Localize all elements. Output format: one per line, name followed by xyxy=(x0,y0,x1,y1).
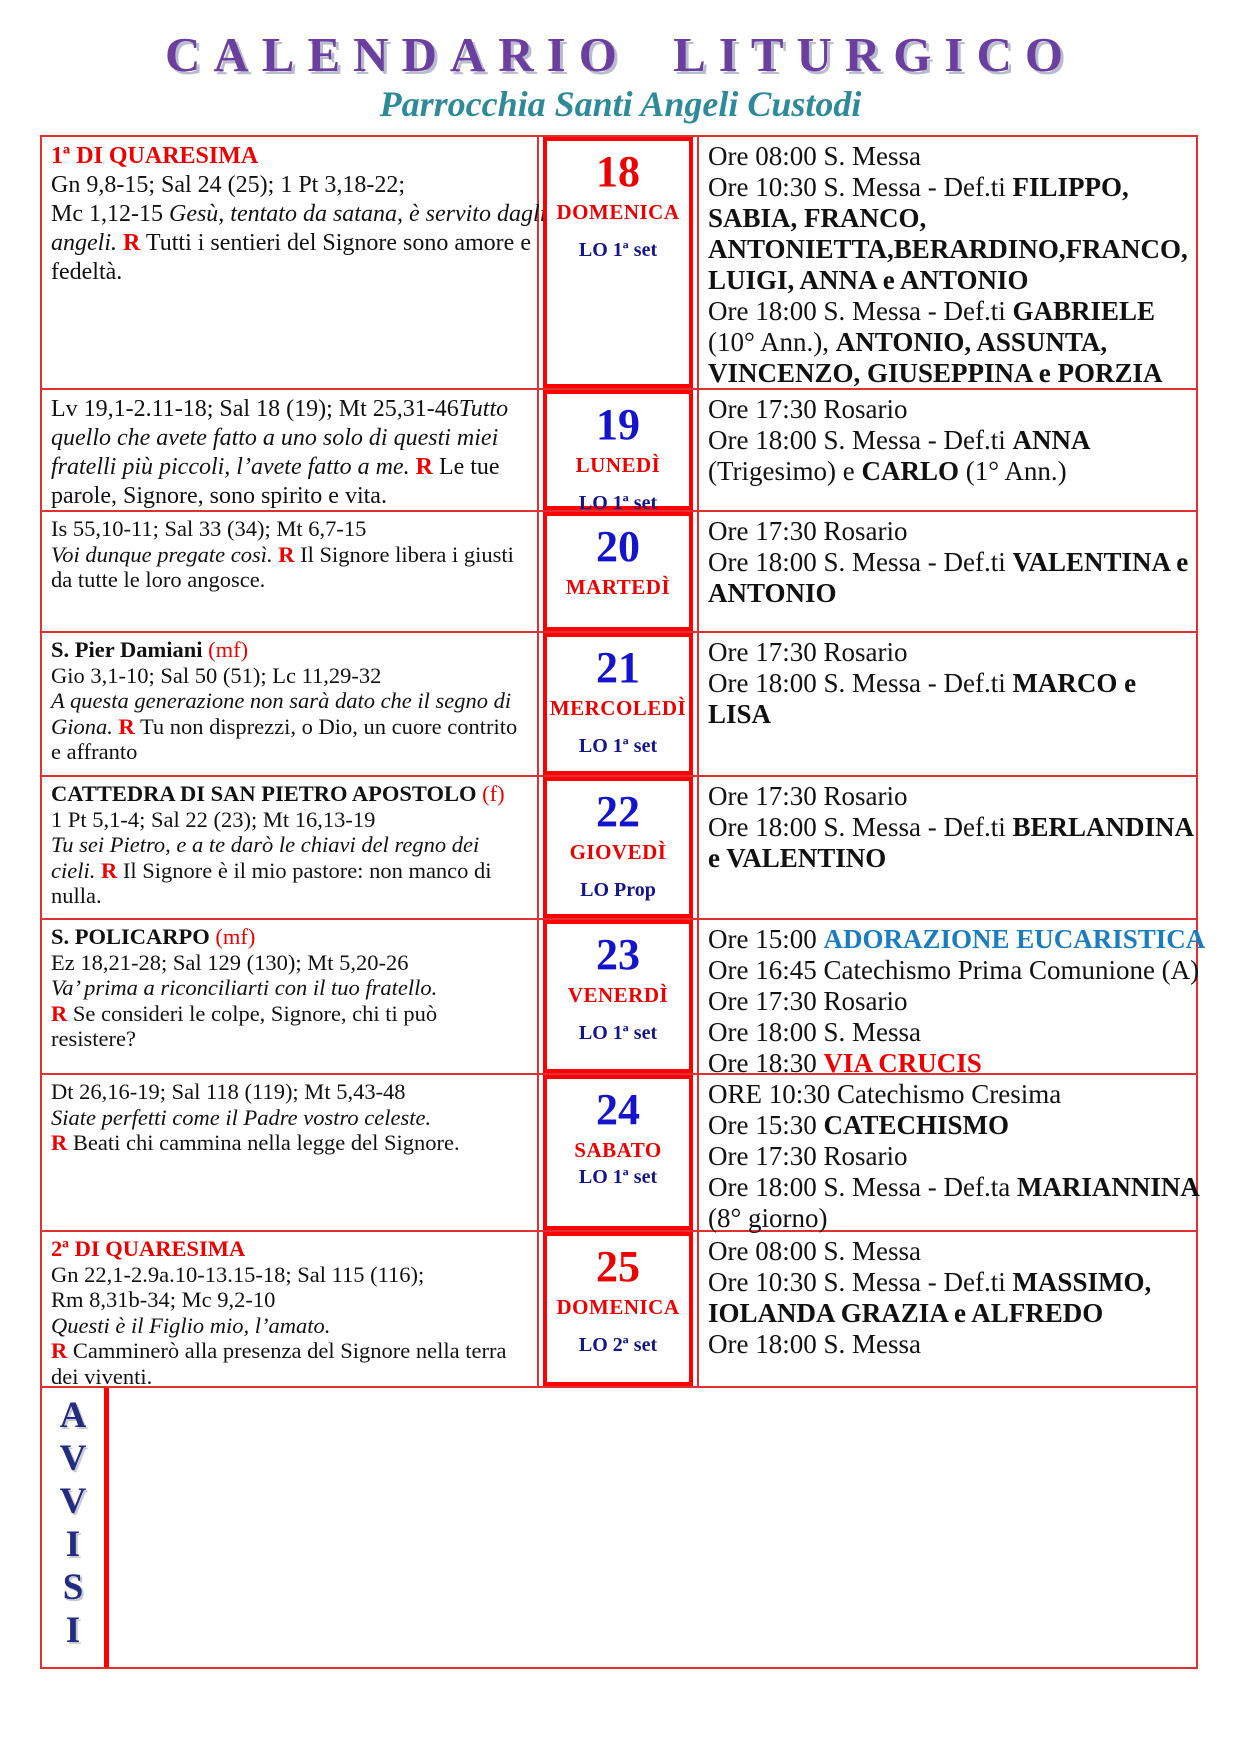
text-segment: fratelli più piccoli, l’avete fatto a me. xyxy=(51,454,410,480)
reading-line xyxy=(51,950,535,976)
event-line xyxy=(708,1298,1192,1329)
text-segment: Se consideri le colpe, Signore, chi ti può xyxy=(67,1000,438,1026)
event-line xyxy=(708,781,1194,812)
day-number: 21 xyxy=(596,643,640,692)
text-segment: LUIGI, ANNA e ANTONIO xyxy=(708,265,1029,295)
text-segment: Ore 17:30 Rosario xyxy=(708,1141,908,1171)
text-segment: Beati chi cammina nella legge del Signore. xyxy=(67,1130,460,1155)
header xyxy=(0,26,1241,125)
reading-line xyxy=(51,142,535,171)
text-segment: Rm 8,31b-34; Mc 9,2-10 xyxy=(51,1287,276,1312)
page-subtitle: Parrocchia Santi Angeli Custodi xyxy=(379,84,862,124)
text-segment: Camminerò alla presenza del Signore nella terra xyxy=(67,1338,507,1363)
text-segment: Ore 10:30 S. Messa - Def.ti xyxy=(708,1267,1013,1297)
reading-line xyxy=(51,663,535,689)
table-row xyxy=(42,633,1196,777)
event-line xyxy=(708,812,1194,843)
text-segment: fedeltà. xyxy=(51,259,123,285)
text-segment: Giona. xyxy=(51,713,113,739)
text-segment: SABIA, FRANCO, xyxy=(708,203,927,233)
text-segment: R xyxy=(100,857,118,883)
event-line xyxy=(708,986,1205,1017)
day-name: MERCOLEDÌ xyxy=(549,696,687,721)
text-segment: R xyxy=(51,1338,68,1363)
reading-line xyxy=(51,424,535,453)
text-segment: MARIANNINA xyxy=(1016,1172,1200,1202)
day-name: LUNEDÌ xyxy=(575,453,661,478)
event-line xyxy=(708,924,1205,955)
day-box xyxy=(543,777,693,918)
day-box xyxy=(543,1232,693,1386)
day-name: MARTEDÌ xyxy=(565,575,671,600)
reading-line xyxy=(51,1338,535,1364)
text-segment: Is 55,10-11; Sal 33 (34); Mt 6,7-15 xyxy=(51,516,367,541)
text-segment: R xyxy=(118,713,135,739)
text-segment: Tutti i sentieri del Signore sono amore e xyxy=(140,230,531,256)
text-segment: Tu non disprezzi, o Dio, un cuore contrito xyxy=(134,713,518,739)
reading-line xyxy=(51,688,535,714)
reading-line xyxy=(51,924,535,950)
text-segment: 1ª DI QUARESIMA xyxy=(51,143,259,169)
text-segment: CATTEDRA DI SAN PIETRO APOSTOLO xyxy=(51,781,483,806)
avvisi-content xyxy=(109,1388,1196,1667)
reading-cell xyxy=(42,777,539,918)
reading-line xyxy=(51,637,535,663)
reading-line xyxy=(51,832,535,858)
reading-line xyxy=(51,1105,535,1131)
reading-line xyxy=(51,258,535,287)
day-number: 22 xyxy=(596,787,640,836)
text-segment: angeli. xyxy=(51,230,117,256)
day-number: 23 xyxy=(596,930,640,979)
reading-line xyxy=(51,739,535,765)
text-segment: Ore 08:00 S. Messa xyxy=(708,141,921,171)
events-cell xyxy=(697,1075,1204,1233)
reading-line xyxy=(51,858,535,884)
text-segment: Gn 22,1-2.9a.10-13.15-18; Sal 115 (116); xyxy=(51,1261,425,1287)
text-segment: Dt 26,16-19; Sal 118 (119); Mt 5,43-48 xyxy=(51,1079,406,1104)
text-segment: IOLANDA GRAZIA e ALFREDO xyxy=(708,1298,1104,1328)
text-segment: e affranto xyxy=(51,739,138,764)
text-segment: Ore 15:30 xyxy=(708,1110,824,1140)
event-line xyxy=(708,1172,1200,1203)
text-segment: (10° Ann.), xyxy=(708,327,836,357)
text-segment: S. POLICARPO xyxy=(51,924,216,949)
day-number: 18 xyxy=(596,147,640,196)
text-segment: Va’ prima a riconciliarti con il tuo fratello. xyxy=(51,975,438,1000)
event-line xyxy=(708,843,1194,874)
reading-line xyxy=(51,1130,535,1156)
reading-line xyxy=(51,453,535,482)
reading-line xyxy=(51,1287,535,1313)
text-segment: Ore 10:30 S. Messa - Def.ti xyxy=(708,172,1013,202)
text-segment: Ore 16:45 Catechismo Prima Comunione (A) xyxy=(708,955,1200,985)
text-segment: Ore 17:30 Rosario xyxy=(708,516,908,546)
text-segment: Le tue xyxy=(432,454,500,480)
text-segment: Ore 18:00 S. Messa - Def.ti xyxy=(708,296,1013,326)
text-segment: BERLANDINA xyxy=(1012,812,1194,842)
text-segment: Lv 19,1-2.11-18; Sal 18 (19); Mt 25,31-46 xyxy=(51,396,459,422)
text-segment: Mc 1,12-15 xyxy=(51,201,169,227)
reading-line xyxy=(51,171,535,200)
text-segment: parole, Signore, sono spirito e vita. xyxy=(51,483,387,509)
text-segment: (mf) xyxy=(215,924,256,949)
day-name: VENERDÌ xyxy=(567,983,669,1008)
events-cell xyxy=(697,512,1196,631)
reading-cell xyxy=(42,1232,539,1389)
text-segment: Ore 18:30 xyxy=(708,1048,824,1078)
reading-line xyxy=(51,1001,535,1027)
events-cell xyxy=(697,137,1196,388)
text-segment: Ore 17:30 Rosario xyxy=(708,394,908,424)
reading-cell xyxy=(42,920,539,1073)
reading-cell xyxy=(42,137,547,388)
text-segment: resistere? xyxy=(51,1026,136,1051)
lo-label: LO 1ª set xyxy=(578,735,658,758)
text-segment: R xyxy=(415,454,433,480)
day-box xyxy=(543,137,693,388)
text-segment: e VALENTINO xyxy=(708,843,887,873)
calendar-table xyxy=(40,135,1206,1669)
text-segment: VALENTINA e xyxy=(1012,547,1189,577)
day-name: DOMENICA xyxy=(556,200,680,225)
event-line xyxy=(708,172,1192,203)
lo-label: LO 1ª set xyxy=(578,1022,658,1045)
event-line xyxy=(708,578,1192,609)
reading-cell xyxy=(42,390,539,510)
event-line xyxy=(708,547,1192,578)
text-segment: Ore 18:00 S. Messa xyxy=(708,1329,921,1359)
text-segment: Ore 15:00 xyxy=(708,924,824,954)
text-segment: Tu sei Pietro, e a te darò le chiavi del regno dei xyxy=(51,832,480,857)
text-segment: Siate perfetti come il Padre vostro celeste. xyxy=(51,1104,432,1130)
day-number: 25 xyxy=(596,1242,640,1291)
reading-line xyxy=(51,1026,535,1052)
text-segment: FILIPPO, xyxy=(1012,172,1129,202)
table-row xyxy=(42,777,1196,920)
text-segment: A questa generazione non sarà dato che il segno di xyxy=(51,688,512,713)
avvisi-letter: A xyxy=(59,1395,87,1436)
text-segment: Ore 17:30 Rosario xyxy=(708,986,908,1016)
text-segment: GABRIELE xyxy=(1012,296,1155,326)
day-number: 19 xyxy=(596,400,640,449)
events-cell xyxy=(697,390,1196,510)
text-segment: 2ª DI QUARESIMA xyxy=(51,1236,246,1261)
text-segment: Tutto xyxy=(458,396,509,422)
reading-line xyxy=(51,395,535,424)
text-segment: Ore 17:30 Rosario xyxy=(708,781,908,811)
day-box xyxy=(543,390,693,515)
text-segment: Ore 17:30 Rosario xyxy=(708,637,908,667)
text-segment: LISA xyxy=(708,699,772,729)
text-segment: Gesù, tentato da satana, è servito dagli xyxy=(168,201,547,227)
text-segment: da tutte le loro angosce. xyxy=(51,567,266,592)
avvisi-letter: I xyxy=(65,1610,81,1651)
reading-line xyxy=(51,1079,535,1105)
text-segment: Ore 18:00 S. Messa - Def.ti xyxy=(708,812,1013,842)
event-line xyxy=(708,394,1192,425)
table-row xyxy=(42,390,1196,515)
text-segment: CATECHISMO xyxy=(823,1110,1010,1140)
event-line xyxy=(708,1203,1200,1234)
table-row xyxy=(42,1075,1200,1233)
text-segment: MARCO e xyxy=(1012,668,1137,698)
text-segment: (8° giorno) xyxy=(708,1203,828,1233)
text-segment: quello che avete fatto a uno solo di questi miei xyxy=(51,425,499,451)
day-name: GIOVEDÌ xyxy=(569,840,667,865)
events-cell xyxy=(697,920,1209,1078)
reading-line xyxy=(51,200,547,229)
text-segment: ANTONIO xyxy=(708,578,837,608)
page-title: CALENDARIO LITURGICO xyxy=(164,27,1076,82)
event-line xyxy=(708,1329,1192,1360)
event-line xyxy=(708,1079,1200,1110)
day-box xyxy=(543,512,693,631)
day-name: SABATO xyxy=(574,1138,662,1163)
day-box xyxy=(543,920,693,1073)
reading-line xyxy=(51,1364,535,1390)
text-segment: Ore 18:00 S. Messa - Def.ta xyxy=(708,1172,1017,1202)
reading-cell xyxy=(42,512,539,631)
avvisi-label xyxy=(42,1388,104,1667)
text-segment: Ore 18:00 S. Messa xyxy=(708,1017,921,1047)
text-segment: VINCENZO, GIUSEPPINA e PORZIA xyxy=(708,358,1163,388)
reading-line xyxy=(51,482,535,511)
event-line xyxy=(708,516,1192,547)
text-segment: Ore 18:00 S. Messa - Def.ti xyxy=(708,547,1013,577)
reading-line xyxy=(51,975,535,1001)
lo-label: LO Prop xyxy=(580,879,656,902)
text-segment: CARLO xyxy=(861,456,960,486)
text-segment: (f) xyxy=(482,781,505,806)
avvisi-letter: I xyxy=(65,1524,81,1565)
reading-line xyxy=(51,1236,535,1262)
event-line xyxy=(708,699,1192,730)
event-line xyxy=(708,358,1192,389)
event-line xyxy=(708,1236,1192,1267)
event-line xyxy=(708,1141,1200,1172)
reading-line xyxy=(51,1313,535,1339)
text-segment: Questi è il Figlio mio, l’amato. xyxy=(51,1312,331,1338)
event-line xyxy=(708,265,1192,296)
reading-line xyxy=(51,714,535,740)
text-segment: ADORAZIONE EUCARISTICA xyxy=(823,924,1206,954)
avvisi-section xyxy=(42,1388,1196,1667)
day-number: 20 xyxy=(596,522,640,571)
event-line xyxy=(708,1267,1192,1298)
text-segment: Gn 9,8-15; Sal 24 (25); 1 Pt 3,18-22; xyxy=(51,172,405,198)
lo-label: LO 1ª set xyxy=(578,239,658,262)
reading-cell xyxy=(42,1075,539,1230)
event-line xyxy=(708,1017,1205,1048)
event-line xyxy=(708,141,1192,172)
lo-label: LO 2ª set xyxy=(578,1334,658,1357)
text-segment: Gio 3,1-10; Sal 50 (51); Lc 11,29-32 xyxy=(51,662,382,688)
table-row xyxy=(42,1232,1196,1388)
reading-line xyxy=(51,229,535,258)
event-line xyxy=(708,1110,1200,1141)
event-line xyxy=(708,234,1192,265)
day-box xyxy=(543,1075,693,1230)
day-name: DOMENICA xyxy=(556,1295,680,1320)
text-segment: Ore 18:00 S. Messa - Def.ti xyxy=(708,425,1013,455)
text-segment: R xyxy=(51,1000,68,1026)
event-line xyxy=(708,296,1192,327)
avvisi-letter: V xyxy=(59,1481,87,1522)
text-segment: R xyxy=(123,230,141,256)
text-segment: Ore 08:00 S. Messa xyxy=(708,1236,921,1266)
text-segment: Il Signore è il mio pastore: non manco di xyxy=(117,857,492,883)
reading-line xyxy=(51,542,535,568)
event-line xyxy=(708,955,1205,986)
table-row xyxy=(42,512,1196,633)
text-segment: ANTONIO, ASSUNTA, xyxy=(835,327,1108,357)
event-line xyxy=(708,425,1192,456)
table-row xyxy=(42,137,1196,390)
text-segment: Voi dunque pregate così. xyxy=(51,541,273,567)
text-segment: dei viventi. xyxy=(51,1363,153,1389)
text-segment: 1 Pt 5,1-4; Sal 22 (23); Mt 16,13-19 xyxy=(51,806,376,832)
text-segment: cieli. xyxy=(51,857,96,883)
text-segment: (1° Ann.) xyxy=(959,456,1067,486)
text-segment: R xyxy=(51,1130,68,1155)
text-segment: (mf) xyxy=(208,637,249,662)
table-row xyxy=(42,920,1206,1078)
text-segment: VIA CRUCIS xyxy=(823,1048,982,1078)
events-cell xyxy=(697,633,1196,775)
text-segment: nulla. xyxy=(51,883,102,908)
text-segment: ORE 10:30 Catechismo Cresima xyxy=(708,1079,1062,1109)
text-segment: S. Pier Damiani xyxy=(51,637,209,662)
lo-label: LO 1ª set xyxy=(578,492,658,515)
reading-line xyxy=(51,883,535,909)
reading-line xyxy=(51,781,535,807)
event-line xyxy=(708,637,1192,668)
day-box xyxy=(543,633,693,775)
events-cell xyxy=(697,777,1198,918)
lo-label: LO 1ª set xyxy=(578,1166,658,1189)
text-segment: R xyxy=(278,541,295,567)
text-segment: Ore 18:00 S. Messa - Def.ti xyxy=(708,668,1013,698)
text-segment: (Trigesimo) e xyxy=(708,456,862,486)
reading-line xyxy=(51,567,535,593)
reading-line xyxy=(51,516,535,542)
text-segment: ANTONIETTA,BERARDINO,FRANCO, xyxy=(708,234,1188,264)
avvisi-letter: V xyxy=(59,1438,87,1479)
text-segment: ANNA xyxy=(1012,425,1091,455)
day-number: 24 xyxy=(596,1085,640,1134)
event-line xyxy=(708,327,1192,358)
text-segment: Il Signore libera i giusti xyxy=(294,541,514,567)
text-segment: MASSIMO, xyxy=(1012,1267,1152,1297)
events-cell xyxy=(697,1232,1196,1386)
avvisi-letter: S xyxy=(62,1567,84,1608)
reading-line xyxy=(51,807,535,833)
event-line xyxy=(708,668,1192,699)
text-segment: Ez 18,21-28; Sal 129 (130); Mt 5,20-26 xyxy=(51,949,409,975)
event-line xyxy=(708,203,1192,234)
reading-cell xyxy=(42,633,539,775)
reading-line xyxy=(51,1262,535,1288)
event-line xyxy=(708,456,1192,487)
